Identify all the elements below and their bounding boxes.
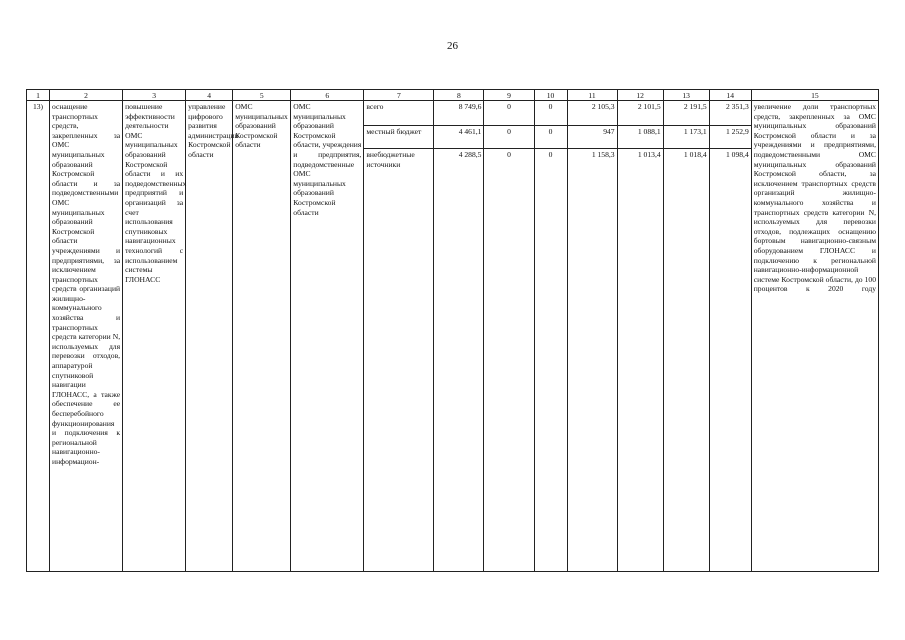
responsible-executor: управление цифрового развития администрации Костромской области	[186, 101, 233, 572]
header-cell-15: 15	[751, 90, 878, 101]
local-col9: 0	[484, 126, 534, 149]
total-col14: 2 351,3	[709, 101, 751, 126]
total-col13: 2 191,5	[663, 101, 709, 126]
header-cell-11: 11	[567, 90, 617, 101]
participants: ОМС муниципальных образований Костромской области, учреждения и предприятия, подведомственные ОМС муниципальных образований Костромской области	[291, 101, 364, 572]
extra-col11: 1 158,3	[567, 149, 617, 572]
header-cell-1: 1	[27, 90, 50, 101]
header-cell-3: 3	[123, 90, 186, 101]
local-col13: 1 173,1	[663, 126, 709, 149]
target-indicator: увеличение доли транспортных средств, закрепленных за ОМС муниципальных образований Костромской области и за учреждениями и предприятиями, подведомственными ОМС муниципальных образований Костромской области, за исключением транспортных средств организаций жилищно-коммунального хозяйства и транспортных средств категории N, используемых для перевозки отходов, подлежащих оснащению бортовым навигационно-связным оборудованием ГЛОНАСС и подключению к региональной навигационно-информационной системе Костромской области, до 100 процентов к 2020 году	[751, 101, 878, 572]
funding-source-local: местный бюджет	[364, 126, 434, 149]
header-cell-13: 13	[663, 90, 709, 101]
extra-col8: 4 288,5	[434, 149, 484, 572]
header-cell-5: 5	[233, 90, 291, 101]
co-executors: ОМС муниципальных образований Костромской области	[233, 101, 291, 572]
funding-source-total: всего	[364, 101, 434, 126]
local-col10: 0	[534, 126, 567, 149]
header-cell-8: 8	[434, 90, 484, 101]
header-cell-10: 10	[534, 90, 567, 101]
total-col11: 2 105,3	[567, 101, 617, 126]
extra-col10: 0	[534, 149, 567, 572]
header-cell-12: 12	[617, 90, 663, 101]
header-cell-4: 4	[186, 90, 233, 101]
header-row	[27, 90, 879, 101]
total-col10: 0	[534, 101, 567, 126]
extra-col13: 1 018,4	[663, 149, 709, 572]
extra-col12: 1 013,4	[617, 149, 663, 572]
local-col12: 1 088,1	[617, 126, 663, 149]
extra-col14: 1 098,4	[709, 149, 751, 572]
expected-result: повышение эффективности деятельности ОМС муниципальных образований Костромской области и их подведомственных предприятий и организаций за счет использования спутниковых навигационных технологий с использованием системы ГЛОНАСС	[123, 101, 186, 572]
row-number: 13)	[27, 101, 50, 572]
table-row	[27, 101, 879, 126]
extra-col9: 0	[484, 149, 534, 572]
total-col8: 8 749,6	[434, 101, 484, 126]
header-cell-9: 9	[484, 90, 534, 101]
program-table	[26, 89, 879, 572]
local-col11: 947	[567, 126, 617, 149]
page-number: 26	[447, 40, 458, 52]
header-cell-7: 7	[364, 90, 434, 101]
local-col14: 1 252,9	[709, 126, 751, 149]
total-col9: 0	[484, 101, 534, 126]
header-cell-14: 14	[709, 90, 751, 101]
header-cell-2: 2	[50, 90, 123, 101]
measure-description: оснащение транспортных средств, закрепленных за ОМС муниципальных образований Костромской области и за подведомственными ОМС муниципальных образований Костромской области учреждениями и предприятиями, за исключением транспортных средств организаций жилищно-коммунального хозяйства и транспортных средств категории N, используемых для перевозки отходов, аппаратурой спутниковой навигации ГЛОНАСС, а также обеспечение ее бесперебойного функционирования и подключения к региональной навигационно-информацион-	[50, 101, 123, 572]
total-col12: 2 101,5	[617, 101, 663, 126]
local-col8: 4 461,1	[434, 126, 484, 149]
header-cell-6: 6	[291, 90, 364, 101]
funding-source-extrabudget: внебюджетные источники	[364, 149, 434, 572]
